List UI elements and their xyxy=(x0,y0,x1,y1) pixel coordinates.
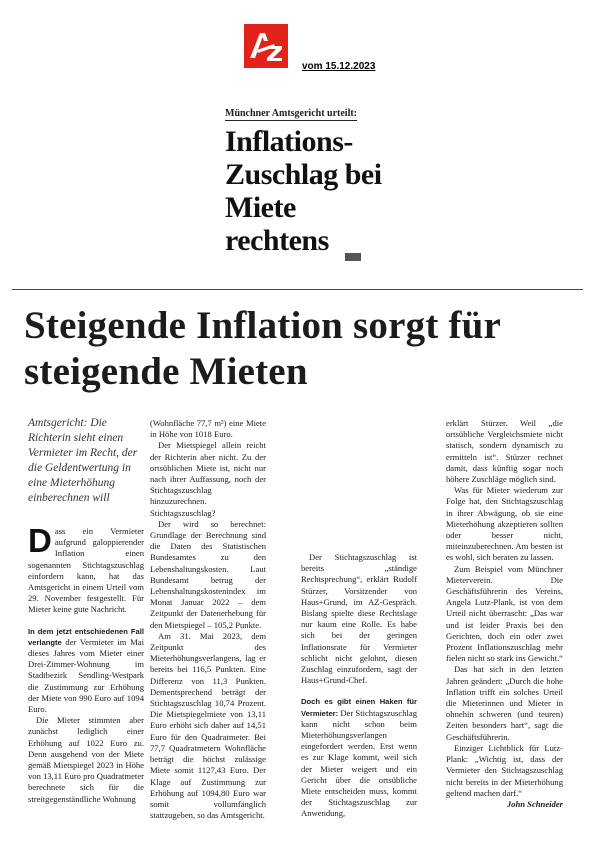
article-column-4 xyxy=(446,418,563,810)
paragraph xyxy=(446,742,563,809)
paragraph: Die Mieter stimmten aber zunächst lediglich einer Erhöhung auf 1022 Euro zu. Denn ausgehend von der Miete gemäß Mietspiegel 2023 in Höhe von 13,11 Euro pro Quadratmeter berechnete sich für die streitgegenständliche Wohnung xyxy=(28,715,144,804)
paragraph: Der Mietspiegel allein reicht der Richterin aber nicht. Zu der ortsüblichen Miete ist, nicht nur nach ihrer Auffassung, noch der Stichtagszuschlag hinzuzurechnen. Stichtagszuschlag? xyxy=(150,440,266,518)
lead-in: In dem jetzt entschiedenen Fall verlangte xyxy=(28,626,144,647)
small-story-kicker: Münchner Amtsgericht urteilt: xyxy=(225,108,358,119)
article-column-2 xyxy=(150,418,266,821)
paragraph: Am 31. Mai 2023, dem Zeitpunkt des Mieterhöhungsverlangens, lag er bereits bei 116,5 Punkten. Eine Differenz von 11,3 Punkten. Dementsprechend beträgt der Stichtagszuschlag 10,74 Prozent. Die Mietspiegelmiete von 13,11 Euro erhöht sich daher auf 14,51 Euro für den Quadratmeter. Bei 77,7 Quadratmetern Wohnfläche beträgt die höchst zulässige Miete somit 1127,43 Euro. Der Klage auf Zustimmung zur Erhöhung auf 1094,80 Euro war somit vollumfänglich stattzugeben, so das Amtsgericht. xyxy=(150,630,266,821)
paragraph-text: ass ein Vermieter aufgrund galoppierender Inflation einen sogenannten Stichtagszuschlag einfordern kann, hat das Amtsgericht in einem Urteil vom 29. November festgestellt. Für Mieter keine gute Nachricht. xyxy=(28,526,144,615)
small-story-headline: Inflations-Zuschlag bei Miete rechtens xyxy=(225,125,382,257)
paragraph: Was für Mieter wiederum zur Folge hat, den Stichtagszuschlag in ihrer Abwägung, ob sie eine Mieterhöhung akzeptieren sollten oder besser nicht, miteinzuberechnen. Am besten ist es wohl, sich beraten zu lassen. xyxy=(446,485,563,563)
paragraph: Das hat sich in den letzten Jahren geändert: „Durch die hohe Inflation trifft ein solches Urteil die Mieterinnen und Mieter in ohnehin schweren (und teuren) Zeiten besonders hart“, sagt die Geschäftsführerin. xyxy=(446,664,563,742)
paragraph: Der Stichtagszuschlag ist bereits „ständige Rechtsprechung“, erklärt Rudolf Stürzer, Vorsitzender von Haus+Grund, im AZ-Gespräch. Bislang spielte diese Rechtslage nur kaum eine Rolle. Es habe sich bei der geringen Inflationsrate für Vermieter schlicht nicht gelohnt, diesen Zuschlag einzufordern, sagt der Haus+Grund-Chef. xyxy=(301,552,417,686)
az-logo-icon xyxy=(244,24,288,68)
paragraph xyxy=(28,626,144,716)
article-column-3 xyxy=(301,552,417,820)
dropcap: D xyxy=(28,522,52,559)
article-teaser: Amtsgericht: Die Richterin sieht einen Vermieter im Recht, der die Geldentwertung in eine Mieterhöhung einberechnen will xyxy=(28,417,138,504)
paragraph: (Wohnfläche 77,7 m²) eine Miete in Höhe von 1018 Euro. xyxy=(150,418,266,440)
author-byline: John Schneider xyxy=(506,798,563,809)
subhead: Doch es gibt einen Haken für Vermieter: xyxy=(301,697,417,718)
az-logo xyxy=(244,24,288,68)
paragraph-text: Einziger Lichtblick für Lutz-Plank: „Wichtig ist, dass der Vermieter den Stichtagszuschlag nicht bereits in der Mieterhöhung geltend machen darf.“ xyxy=(446,742,563,798)
main-headline: Steigende Inflation sorgt für steigende Mieten xyxy=(24,304,501,393)
paragraph xyxy=(301,696,417,819)
paragraph-text: der Vermieter im Mai dieses Jahres vom Mieter einer Drei-Zimmer-Wohnung im Stadtbezirk Sendling-Westpark die Zustimmung zur Erhöhung der Miete von 990 Euro auf 1094 Euro. xyxy=(28,636,144,715)
paragraph: Der wird so berechnet: Grundlage der Berechnung sind die Daten des Statistischen Bundesamtes zu den Lebenshaltungskosten. Laut Bundesamt betrug der Lebenshaltungskostenindex im Monat Januar 2022 – dem Zeitpunkt der Datenerhebung für den Mietspiegel – 105,2 Punkte. xyxy=(150,518,266,630)
paragraph: erklärt Stürzer. Weil „die ortsübliche Vergleichsmiete nicht statisch, sondern dynamisch zu ermitteln ist“. Stürzer rechnet damit, dass künftig sogar noch höhere Zuschläge möglich sind. xyxy=(446,418,563,485)
publication-date: vom 15.12.2023 xyxy=(302,61,376,72)
paragraph-text: Der Stichtagszuschlag kann nicht schon beim Mieterhöhungsverlangen eingefordert werden. Erst wenn es zur Klage kommt, weil sich der Mieter weigert und ein Gericht über die ortsübliche Miete entscheiden muss, kommt der Stichtagszuschlag zur Anwendung, xyxy=(301,707,417,819)
section-divider xyxy=(12,289,583,290)
paragraph: Zum Beispiel vom Münchner Mieterverein. Die Geschäftsführerin des Vereins, Angela Lutz-Plank, ist von dem Urteil nicht überrascht: „Das war und ist leider Praxis bei den Gerichten, doch ein oder zwei Prozent Inflationszuschlag mehr fielen nicht so stark ins Gewicht.“ xyxy=(446,563,563,664)
photo-credit-badge xyxy=(345,253,361,261)
paragraph xyxy=(28,522,144,616)
article-column-1 xyxy=(28,522,144,805)
